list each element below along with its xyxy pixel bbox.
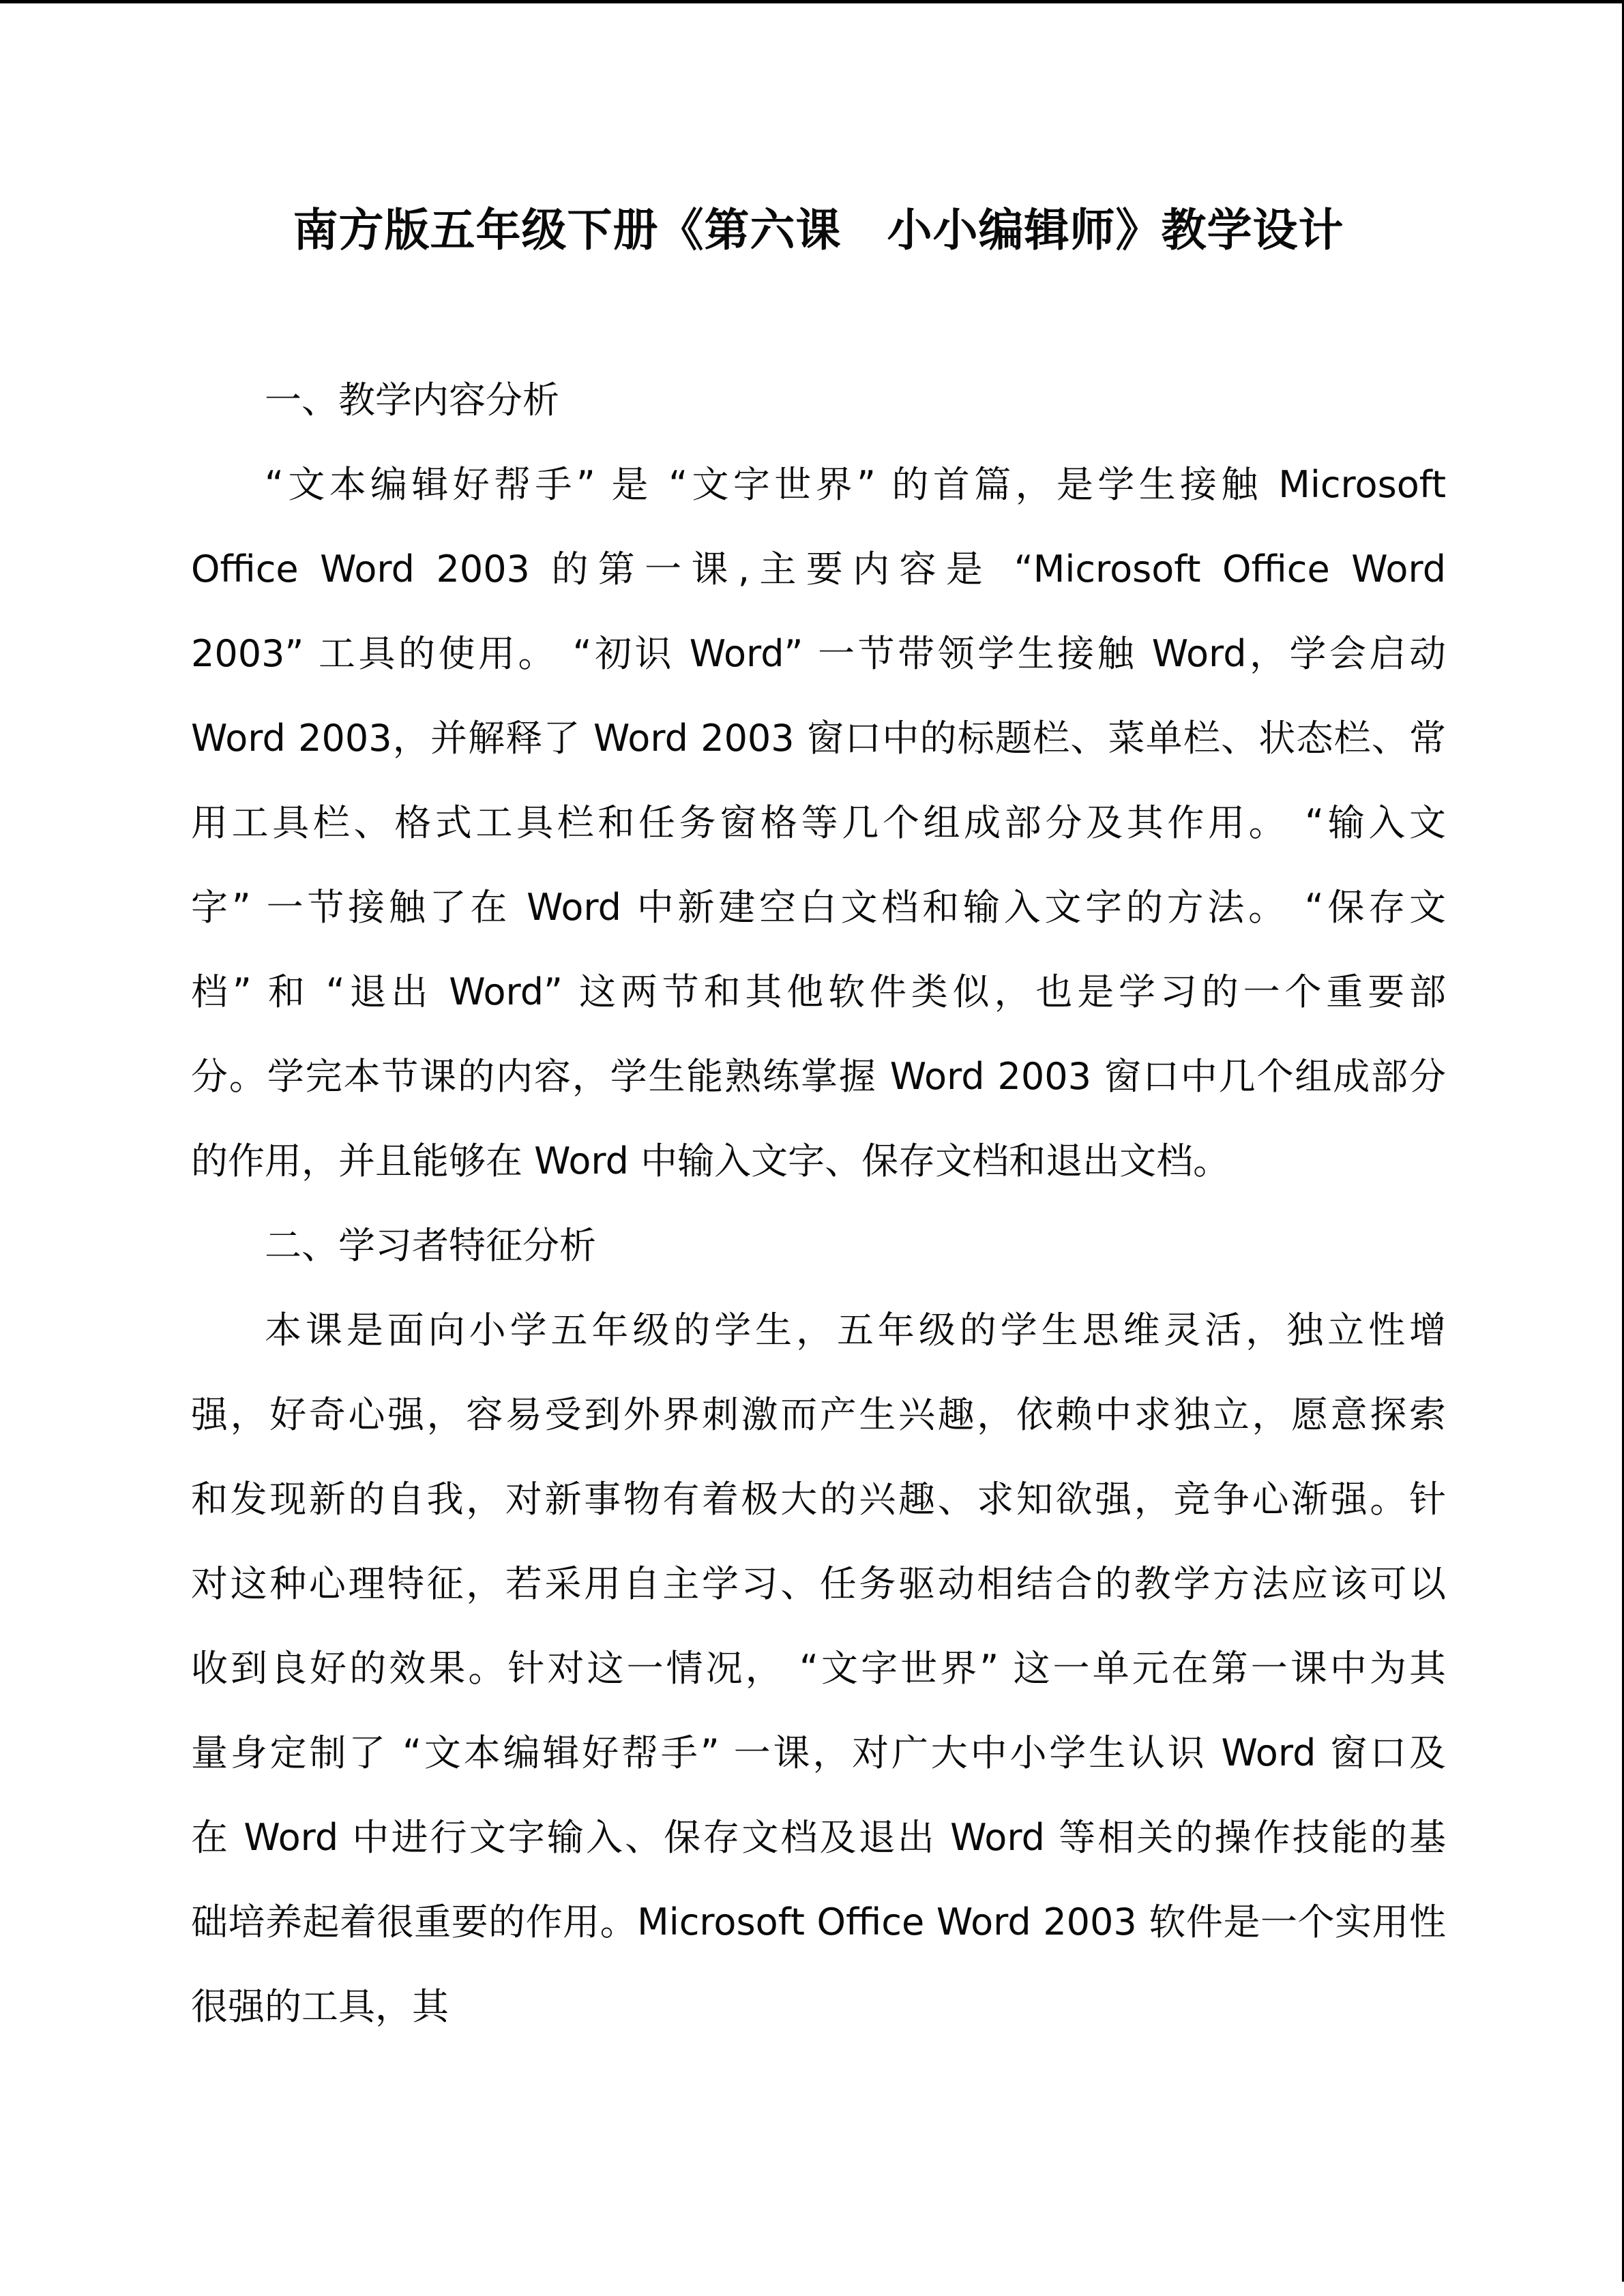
text-line: 分。学完本节课的内容，学生能熟练掌握 Word 2003 窗口中几个组成部分: [191, 1055, 1446, 1098]
section-heading: 二、学习者特征分析: [265, 1224, 596, 1267]
text-line: 的作用，并且能够在 Word 中输入文字、保存文档和退出文档。: [191, 1139, 1230, 1182]
text-line: 很强的工具，其: [191, 1985, 449, 2028]
text-line: 2003” 工具的使用。 “初识 Word” 一节带领学生接触 Word，学会启动: [191, 632, 1446, 675]
text-line: “文本编辑好帮手” 是 “文字世界” 的首篇，是学生接触 Microsoft: [265, 463, 1446, 506]
section-heading: 一、教学内容分析: [265, 378, 559, 421]
text-line: 础培养起着很重要的作用。Microsoft Office Word 2003 软件是一个实用性: [191, 1900, 1446, 1943]
document-content: [191, 0, 1446, 2049]
text-line: Word 2003，并解释了 Word 2003 窗口中的标题栏、菜单栏、状态栏、常: [191, 717, 1446, 760]
document-title: 南方版五年级下册《第六课 小小编辑师》教学设计: [293, 204, 1344, 256]
text-line: Office Word 2003 的第一课,主要内容是 “Microsoft Office Word: [191, 548, 1446, 591]
text-line: 档” 和 “退出 Word” 这两节和其他软件类似，也是学习的一个重要部: [191, 970, 1446, 1013]
text-line: 和发现新的自我，对新事物有着极大的兴趣、求知欲强，竞争心渐强。针: [191, 1478, 1446, 1521]
document-body: [191, 358, 1446, 2049]
text-line: 对这种心理特征，若采用自主学习、任务驱动相结合的教学方法应该可以: [191, 1562, 1446, 1605]
text-line: 字” 一节接触了在 Word 中新建空白文档和输入文字的方法。 “保存文: [191, 886, 1446, 929]
text-line: 用工具栏、格式工具栏和任务窗格等几个组成部分及其作用。 “输入文: [191, 801, 1446, 844]
text-line: 本课是面向小学五年级的学生，五年级的学生思维灵活，独立性增: [265, 1309, 1446, 1352]
text-line: 收到良好的效果。针对这一情况， “文字世界” 这一单元在第一课中为其: [191, 1647, 1446, 1690]
text-line: 强，好奇心强，容易受到外界刺激而产生兴趣，依赖中求独立，愿意探索: [191, 1393, 1446, 1436]
text-line: 量身定制了 “文本编辑好帮手” 一课，对广大中小学生认识 Word 窗口及: [191, 1731, 1446, 1774]
text-line: 在 Word 中进行文字输入、保存文档及退出 Word 等相关的操作技能的基: [191, 1816, 1446, 1859]
